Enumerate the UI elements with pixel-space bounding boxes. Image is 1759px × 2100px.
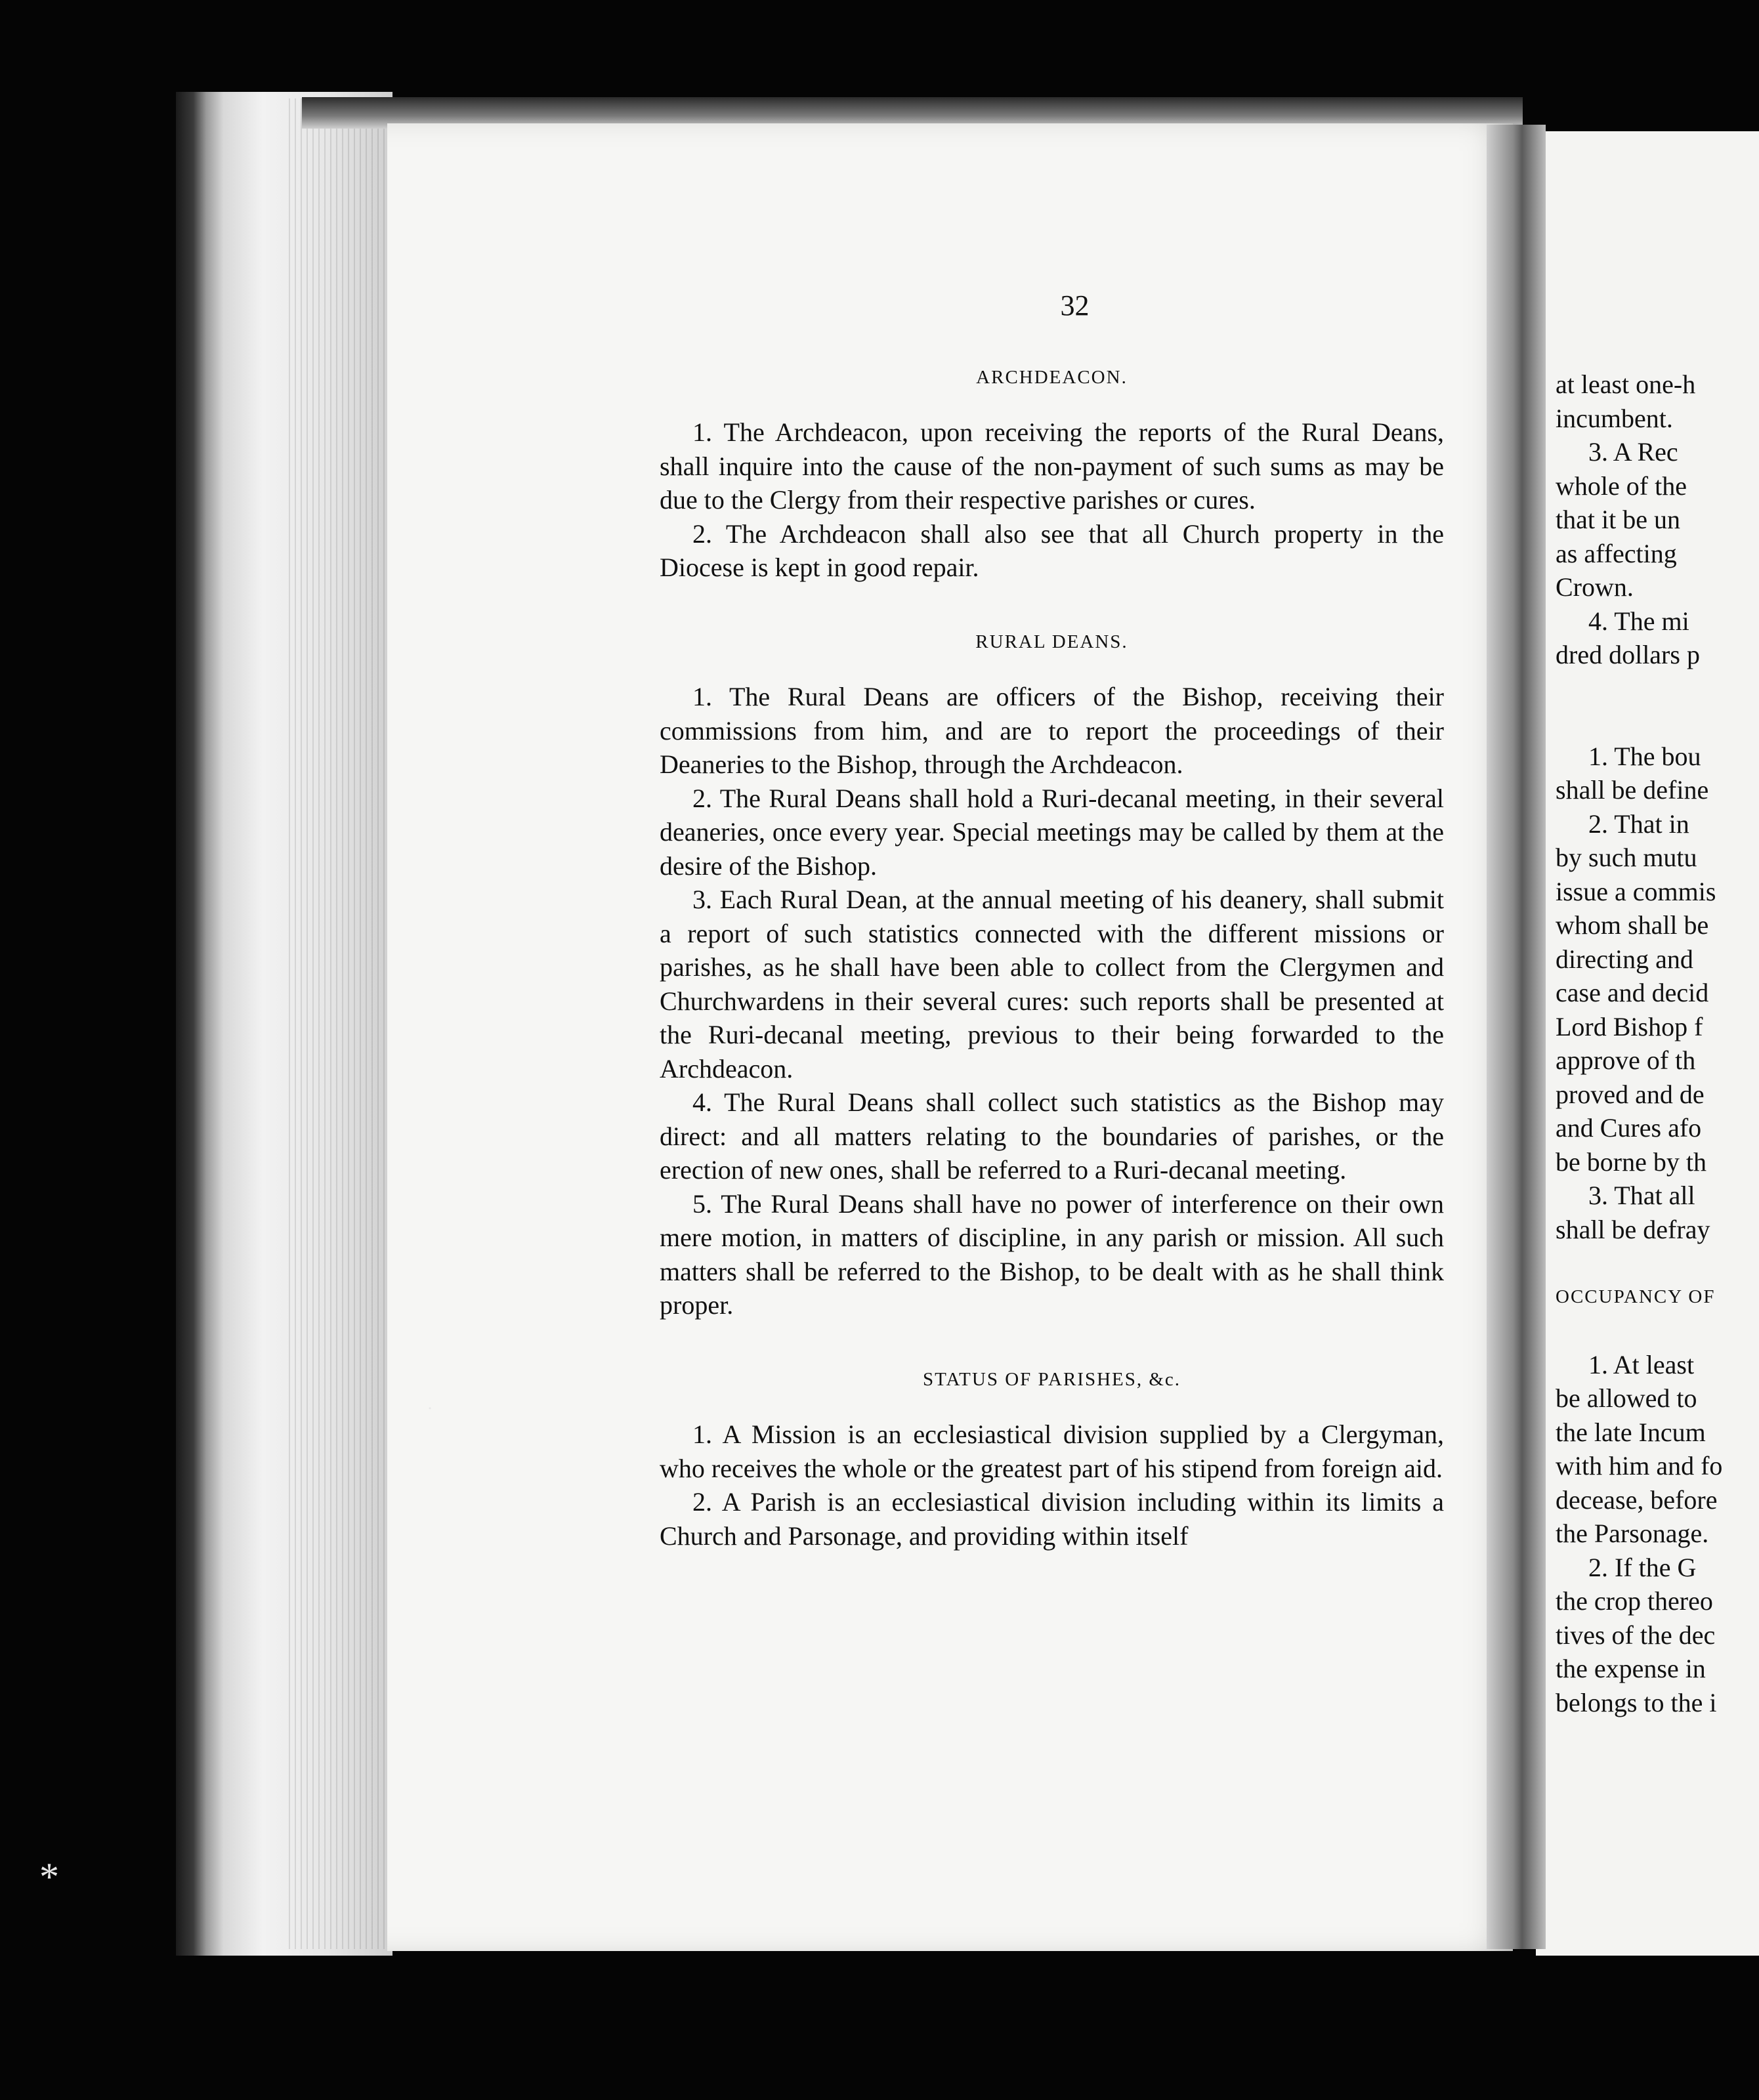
paragraph: 2. The Archdeacon shall also see that all Church property in the Diocese is kept in good repair. bbox=[660, 518, 1444, 582]
right-line: approve of th bbox=[1556, 1045, 1696, 1075]
page-number: 32 bbox=[1060, 289, 1090, 322]
right-line: 3. That all bbox=[1588, 1181, 1695, 1210]
right-line: dred dollars p bbox=[1556, 640, 1700, 669]
right-line: directing and bbox=[1556, 944, 1693, 974]
right-line: 2. That in bbox=[1588, 808, 1689, 839]
right-line: Lord Bishop f bbox=[1556, 1011, 1703, 1041]
right-line: tives of the dec bbox=[1556, 1620, 1716, 1650]
right-line: with him and fo bbox=[1556, 1451, 1723, 1480]
right-line: the expense in bbox=[1556, 1654, 1706, 1683]
right-line bbox=[1556, 672, 1759, 706]
right-line: as affecting bbox=[1556, 538, 1677, 568]
right-line: shall be defray bbox=[1556, 1214, 1710, 1244]
right-line: the Parsonage. bbox=[1556, 1519, 1709, 1548]
right-line: and Cures afo bbox=[1556, 1113, 1702, 1143]
paragraph: 2. A Parish is an ecclesiastical division including within its limits a Church and Parsonage, and providing within itself bbox=[660, 1487, 1444, 1551]
right-line: the crop thereo bbox=[1556, 1586, 1713, 1616]
paragraph: 3. Each Rural Dean, at the annual meeting of his deanery, shall submit a report of such statistics connected with the different missions or parishes, as he shall have been able to collect from the Clergymen and Churchwardens in their several cures: such reports shall be presented at the Ruri-decanal meeting, previous to their being forwarded to the Archdeacon. bbox=[660, 885, 1444, 1083]
right-line: case and decid bbox=[1556, 978, 1709, 1007]
section-heading-status-of-parishes: STATUS OF PARISHES, &c. bbox=[922, 1368, 1181, 1390]
right-line: belongs to the i bbox=[1556, 1687, 1717, 1717]
section-heading-rural-deans: RURAL DEANS. bbox=[975, 631, 1128, 652]
right-heading: OCCUPANCY OF bbox=[1556, 1286, 1716, 1307]
paragraph: 2. The Rural Deans shall hold a Ruri-decanal meeting, in their several deaneries, once every year. Special meetings may be called by them at the desire of the Bishop. bbox=[660, 783, 1444, 881]
right-line bbox=[1556, 705, 1759, 740]
right-line: 1. The bou bbox=[1588, 741, 1701, 771]
right-line: the late Incum bbox=[1556, 1417, 1706, 1447]
right-line: issue a commis bbox=[1556, 876, 1716, 906]
right-line: decease, before bbox=[1556, 1484, 1718, 1515]
scan-speck: ˙ bbox=[427, 1403, 433, 1425]
paragraph: 1. The Archdeacon, upon receiving the reports of the Rural Deans, shall inquire into the cause of the non-payment of such sums as may be due to the Clergy from their respective parishes or cures. bbox=[660, 417, 1444, 514]
right-line: 3. A Rec bbox=[1588, 437, 1678, 467]
paragraph: 1. The Rural Deans are officers of the Bishop, receiving their commissions from him, and are to report the proceedings of their Deaneries to the Bishop, through the Archdeacon. bbox=[660, 682, 1444, 779]
paragraph: 5. The Rural Deans shall have no power of interference on their own mere motion, in matters of discipline, in any parish or mission. All such matters shall be referred to the Bishop, to be dealt with as he shall think proper. bbox=[660, 1188, 1444, 1320]
right-line: 2. If the G bbox=[1588, 1552, 1697, 1582]
right-page-text bbox=[1556, 368, 1759, 1719]
right-line: be allowed to bbox=[1556, 1383, 1697, 1413]
right-line bbox=[1556, 1246, 1759, 1280]
left-page-text bbox=[660, 289, 1444, 1553]
right-line: 1. At least bbox=[1588, 1349, 1695, 1379]
right-line: incumbent. bbox=[1556, 403, 1673, 433]
page-edges bbox=[289, 98, 387, 1949]
right-line: at least one-h bbox=[1556, 369, 1696, 399]
section-heading-archdeacon: ARCHDEACON. bbox=[976, 366, 1128, 388]
right-line: Crown. bbox=[1556, 572, 1634, 602]
right-line: whom shall be bbox=[1556, 910, 1709, 940]
paragraph: 4. The Rural Deans shall collect such statistics as the Bishop may direct: and all matters relating to the boundaries of parishes, or the erection of new ones, shall be referred to a Ruri-decanal meeting. bbox=[660, 1087, 1444, 1185]
book-gutter bbox=[1487, 125, 1546, 1949]
right-line: 4. The mi bbox=[1588, 606, 1689, 636]
scan-speck: * bbox=[39, 1855, 59, 1899]
right-line: whole of the bbox=[1556, 471, 1687, 501]
right-line: be borne by th bbox=[1556, 1146, 1706, 1177]
right-line: shall be define bbox=[1556, 775, 1709, 805]
right-line: by such mutu bbox=[1556, 843, 1697, 872]
right-line: that it be un bbox=[1556, 505, 1680, 534]
right-line bbox=[1556, 1314, 1759, 1348]
paragraph: 1. A Mission is an ecclesiastical division supplied by a Clergyman, who receives the whole or the greatest part of his stipend from foreign aid. bbox=[660, 1419, 1444, 1483]
right-line: proved and de bbox=[1556, 1079, 1705, 1109]
